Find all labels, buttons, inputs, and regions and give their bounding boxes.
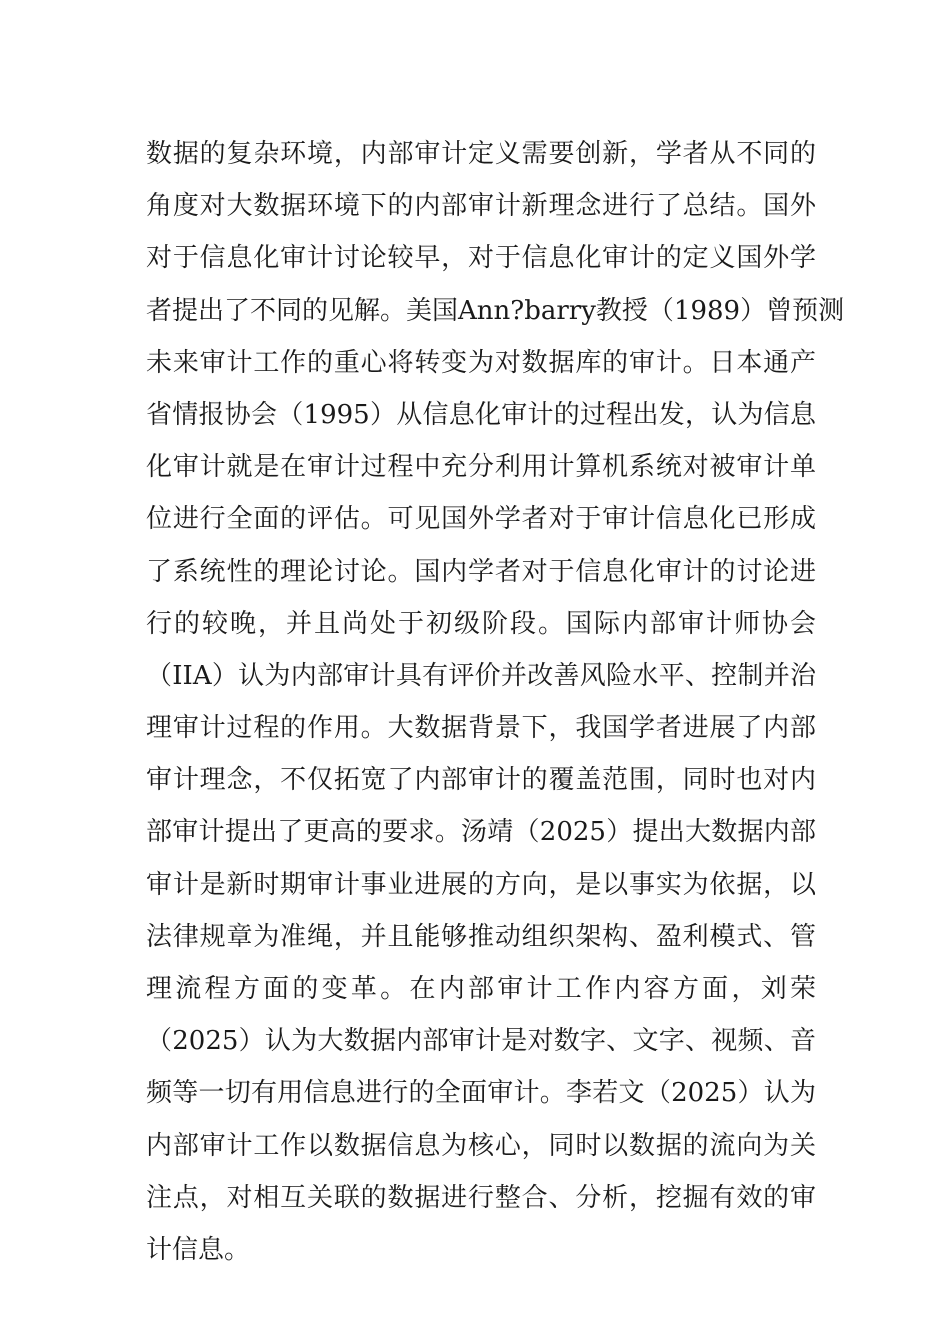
text-line: 对于信息化审计讨论较早，对于信息化审计的定义国外学 (146, 243, 816, 274)
text-line: 审计是新时期审计事业进展的方向，是以事实为依据，以 (146, 869, 816, 900)
text-line: 行的较晚，并且尚处于初级阶段。国际内部审计师协会 (146, 608, 816, 639)
text-line: 理审计过程的作用。大数据背景下，我国学者进展了内部 (146, 713, 816, 744)
text-line: 化审计就是在审计过程中充分利用计算机系统对被审计单 (146, 452, 816, 483)
text-line: 频等一切有用信息进行的全面审计。李若文（2025）认为 (146, 1078, 816, 1109)
text-line: 部审计提出了更高的要求。汤靖（2025）提出大数据内部 (146, 817, 816, 848)
text-line: 数据的复杂环境，内部审计定义需要创新，学者从不同的 (146, 139, 816, 169)
text-line: 省情报协会（1995）从信息化审计的过程出发，认为信息 (146, 399, 816, 430)
text-line: 角度对大数据环境下的内部审计新理念进行了总结。国外 (146, 191, 816, 222)
text-line: 内部审计工作以数据信息为核心，同时以数据的流向为关 (146, 1130, 816, 1161)
text-line: 未来审计工作的重心将转变为对数据库的审计。日本通产 (146, 347, 816, 378)
text-line: 计信息。 (146, 1234, 251, 1265)
text-line: （2025）认为大数据内部审计是对数字、文字、视频、音 (146, 1026, 816, 1057)
text-line: 法律规章为准绳，并且能够推动组织架构、盈利模式、管 (146, 921, 816, 952)
text-line: 位进行全面的评估。可见国外学者对于审计信息化已形成 (146, 504, 816, 535)
body-paragraph (146, 128, 845, 1276)
text-line: 者提出了不同的见解。美国Ann?barry教授（1989）曾预测 (146, 295, 845, 326)
text-line: 了系统性的理论讨论。国内学者对于信息化审计的讨论进 (146, 556, 816, 587)
text-line: 理流程方面的变革。在内部审计工作内容方面，刘荣 (146, 974, 816, 1004)
text-line: 审计理念，不仅拓宽了内部审计的覆盖范围，同时也对内 (146, 765, 816, 796)
text-line: 注点，对相互关联的数据进行整合、分析，挖掘有效的审 (146, 1182, 816, 1213)
text-line: （IIA）认为内部审计具有评价并改善风险水平、控制并治 (146, 660, 816, 691)
